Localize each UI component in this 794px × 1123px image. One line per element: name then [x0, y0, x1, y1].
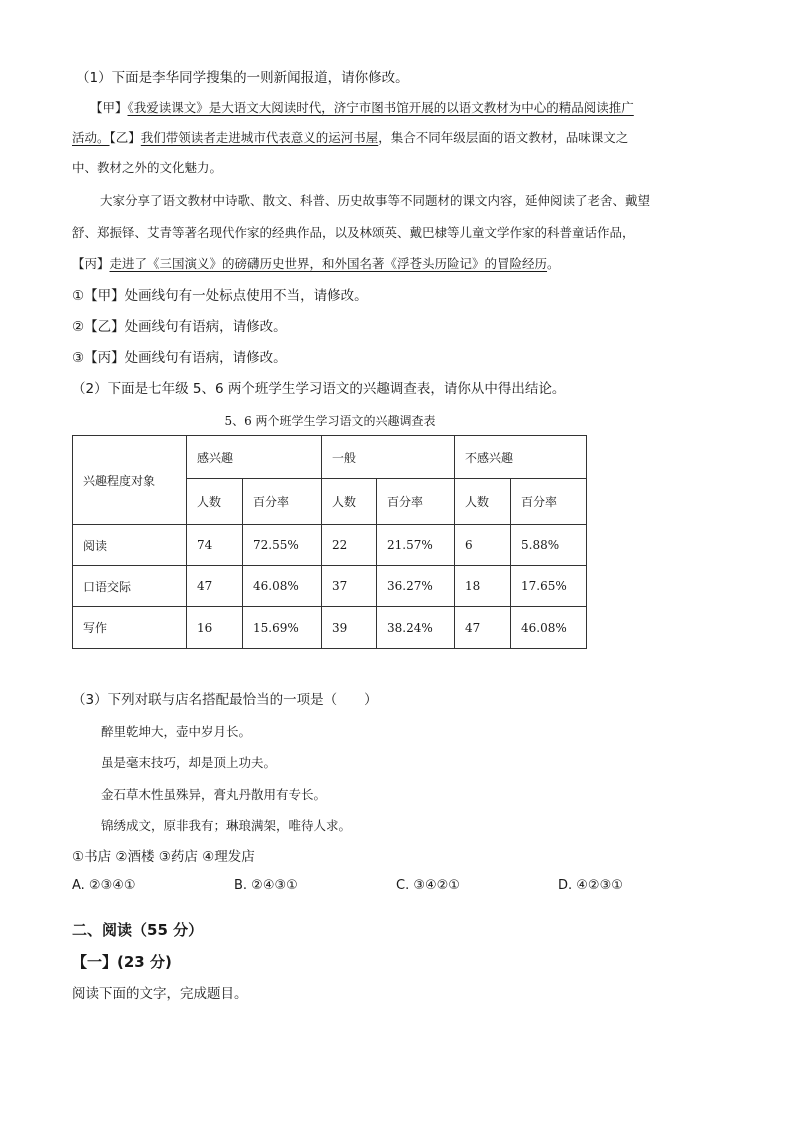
table-cell: 22 [322, 525, 377, 566]
table-cell: 39 [322, 607, 377, 649]
q1-paragraph-line-3: 中、教材之外的文化魅力。 [72, 160, 223, 175]
underlined-sentence-yi: 我们带领读者走进城市代表意义的运河书屋 [140, 130, 379, 145]
table-cell: 46.08% [243, 566, 322, 607]
table-cell: 46.08% [511, 607, 587, 649]
q1-stem: （1）下面是李华同学搜集的一则新闻报道，请你修改。 [76, 70, 409, 86]
underlined-sentence-jia: 《我爱读课文》是大语文大阅读时代，济宁市图书馆开展的以语文教材为中心的精品阅读推广 [127, 100, 634, 115]
q1-paragraph2-line-2: 舒、郑振铎、艾青等著名现代作家的经典作品，以及林颂英、戴巴棣等儿童文学作家的科普童话作品， [72, 225, 635, 240]
table-cell: 21.57% [377, 525, 455, 566]
couplet: 虽是毫末技巧，却是顶上功夫。 [101, 755, 277, 770]
q1-sub-3: ③【丙】处画线句有语病，请修改。 [72, 350, 287, 366]
survey-table [72, 435, 587, 649]
option-a[interactable]: A. ②③④① [72, 878, 136, 893]
table-cell: 5.88% [511, 525, 587, 566]
q3-stem: （3）下列对联与店名搭配最恰当的一项是（ ） [72, 692, 378, 708]
q1-paragraph-line-2 [72, 128, 628, 148]
group-header: 感兴趣 [187, 436, 322, 479]
underlined-sentence-bing: 走进了《三国演义》的磅礴历史世界，和外国名著《浮苍头历险记》的冒险经历 [109, 256, 548, 271]
row-label: 口语交际 [73, 566, 187, 607]
table-row [73, 607, 587, 649]
sub-header: 百分率 [243, 479, 322, 525]
underlined-sentence-jia-end: 活动。 [72, 130, 110, 145]
group-header: 不感兴趣 [455, 436, 587, 479]
table-cell: 38.24% [377, 607, 455, 649]
marker-jia: 【甲】 [90, 100, 128, 115]
couplet: 醉里乾坤大，壶中岁月长。 [101, 724, 252, 739]
marker-yi: 【乙】 [109, 130, 141, 145]
sub-header: 人数 [322, 479, 377, 525]
table-row [73, 525, 587, 566]
q1-paragraph3-line [72, 254, 560, 274]
option-c[interactable]: C. ③④②① [396, 878, 460, 893]
section-title: 二、阅读（55 分） [72, 921, 204, 939]
table-cell: 17.65% [511, 566, 587, 607]
q1-sub-2: ②【乙】处画线句有语病，请修改。 [72, 319, 287, 335]
marker-bing: 【丙】 [72, 256, 110, 271]
header-label: 兴趣程度对象 [73, 436, 187, 525]
table-cell: 74 [187, 525, 243, 566]
table-caption: 5、6 两个班学生学习语文的兴趣调查表 [224, 414, 436, 428]
section-instruction: 阅读下面的文字，完成题目。 [72, 986, 248, 1002]
table-cell: 18 [455, 566, 511, 607]
q1-paragraph-text: ，集合不同年级层面的语文教材，品味课文之 [378, 130, 629, 145]
table-cell: 36.27% [377, 566, 455, 607]
table-cell: 37 [322, 566, 377, 607]
sub-header: 人数 [455, 479, 511, 525]
table-cell: 72.55% [243, 525, 322, 566]
row-label: 写作 [73, 607, 187, 649]
q2-stem: （2）下面是七年级 5、6 两个班学生学习语文的兴趣调查表，请你从中得出结论。 [72, 381, 566, 397]
row-label: 阅读 [73, 525, 187, 566]
table-cell: 47 [455, 607, 511, 649]
sub-header: 百分率 [511, 479, 587, 525]
sub-header: 百分率 [377, 479, 455, 525]
store-list: ①书店 ②酒楼 ③药店 ④理发店 [72, 849, 255, 865]
q1-paragraph2-line-1: 大家分享了语文教材中诗歌、散文、科普、历史故事等不同题材的课文内容，延伸阅读了老舍、戴望 [100, 193, 651, 208]
table-cell: 47 [187, 566, 243, 607]
option-b[interactable]: B. ②④③① [234, 878, 298, 893]
couplet: 金石草木性虽殊异，膏丸丹散用有专长。 [101, 787, 327, 802]
q1-sub-1: ①【甲】处画线句有一处标点使用不当，请修改。 [72, 288, 368, 304]
table-cell: 15.69% [243, 607, 322, 649]
q1-paragraph3-end: 。 [547, 256, 560, 271]
group-header: 一般 [322, 436, 455, 479]
option-d[interactable]: D. ④②③① [558, 878, 623, 893]
q1-paragraph-line-1 [90, 98, 634, 118]
table-row [73, 566, 587, 607]
sub-header: 人数 [187, 479, 243, 525]
table-cell: 16 [187, 607, 243, 649]
table-cell: 6 [455, 525, 511, 566]
section-part: 【一】(23 分) [72, 953, 172, 971]
couplet: 锦绣成文，原非我有；琳琅满架，唯待人求。 [101, 818, 352, 833]
